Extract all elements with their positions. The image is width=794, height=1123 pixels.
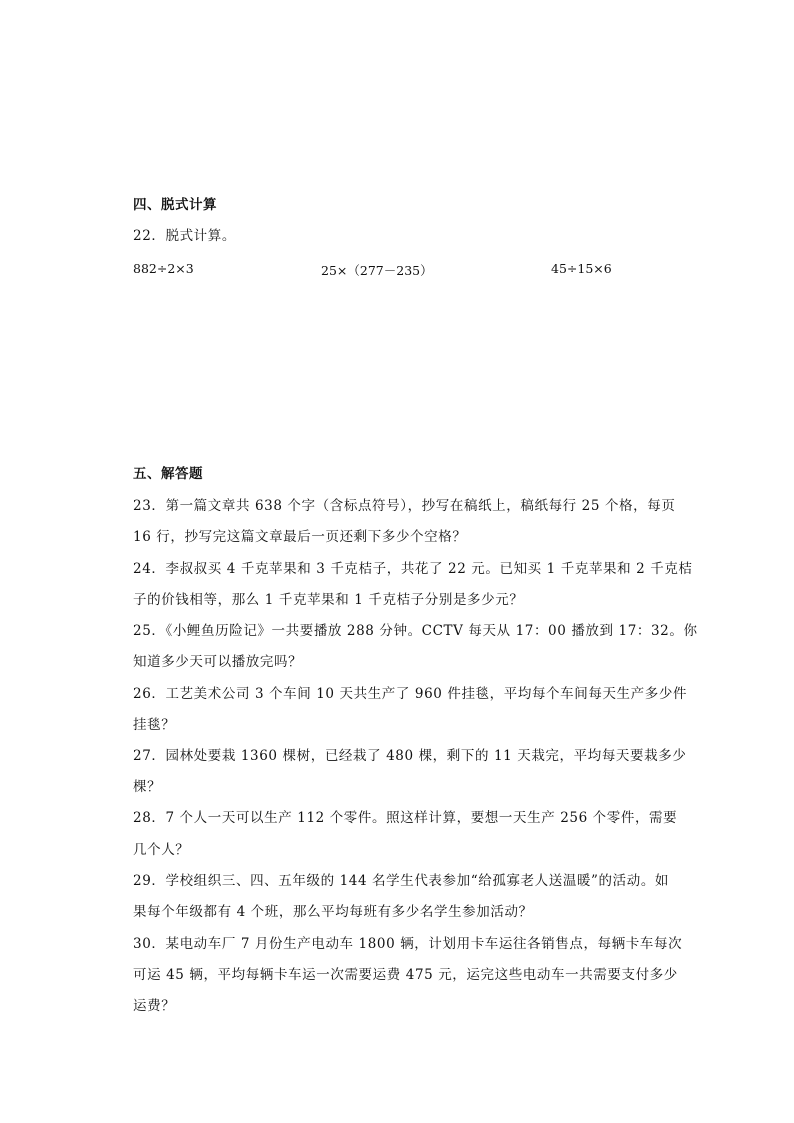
question-27-line-2: 棵？ <box>133 779 162 795</box>
expression-2: 25×（277－235） <box>321 263 433 278</box>
question-28-line-1: 28．7 个人一天可以生产 112 个零件。照这样计算，要想一天生产 256 个零件，需要 <box>133 810 678 826</box>
question-26-line-1: 26．工艺美术公司 3 个车间 10 天共生产了 960 件挂毯，平均每个车间每天生产多少件 <box>133 686 688 702</box>
question-29-line-1: 29．学校组织三、四、五年级的 144 名学生代表参加“给孤寡老人送温暖”的活动。如 <box>133 873 670 889</box>
question-22: 22．脱式计算。 <box>133 228 236 244</box>
question-28-line-2: 几个人？ <box>133 842 190 858</box>
question-30-line-3: 运费？ <box>133 998 176 1014</box>
expression-3: 45÷15×6 <box>551 261 612 276</box>
question-29-line-2: 果每个年级都有 4 个班，那么平均每班有多少名学生参加活动？ <box>133 904 533 920</box>
question-25-line-1: 25．《小鲤鱼历险记》一共要播放 288 分钟。CCTV 每天从 17：00 播放到 17：32。你 <box>133 623 698 639</box>
question-24-line-1: 24．李叔叔买 4 千克苹果和 3 千克桔子，共花了 22 元。已知买 1 千克苹果和 2 千克桔 <box>133 561 693 577</box>
question-23-line-2: 16 行，抄写完这篇文章最后一页还剩下多少个空格？ <box>133 529 467 545</box>
question-30-line-2: 可运 45 辆，平均每辆卡车运一次需要运费 475 元，运完这些电动车一共需要支付多少 <box>133 967 678 983</box>
expression-1: 882÷2×3 <box>133 261 194 276</box>
question-30-line-1: 30．某电动车厂 7 月份生产电动车 1800 辆，计划用卡车运往各销售点，每辆卡车每次 <box>133 936 683 952</box>
section-4-title: 四、脱式计算 <box>133 197 217 213</box>
section-5-title: 五、解答题 <box>133 466 203 482</box>
question-26-line-2: 挂毯？ <box>133 717 176 733</box>
question-24-line-2: 子的价钱相等，那么 1 千克苹果和 1 千克桔子分别是多少元？ <box>133 592 524 608</box>
question-27-line-1: 27．园林处要栽 1360 棵树，已经栽了 480 棵，剩下的 11 天栽完，平均每天要栽多少 <box>133 748 687 764</box>
question-23-line-1: 23．第一篇文章共 638 个字（含标点符号），抄写在稿纸上，稿纸每行 25 个格，每页 <box>133 498 676 514</box>
question-25-line-2: 知道多少天可以播放完吗？ <box>133 654 303 670</box>
